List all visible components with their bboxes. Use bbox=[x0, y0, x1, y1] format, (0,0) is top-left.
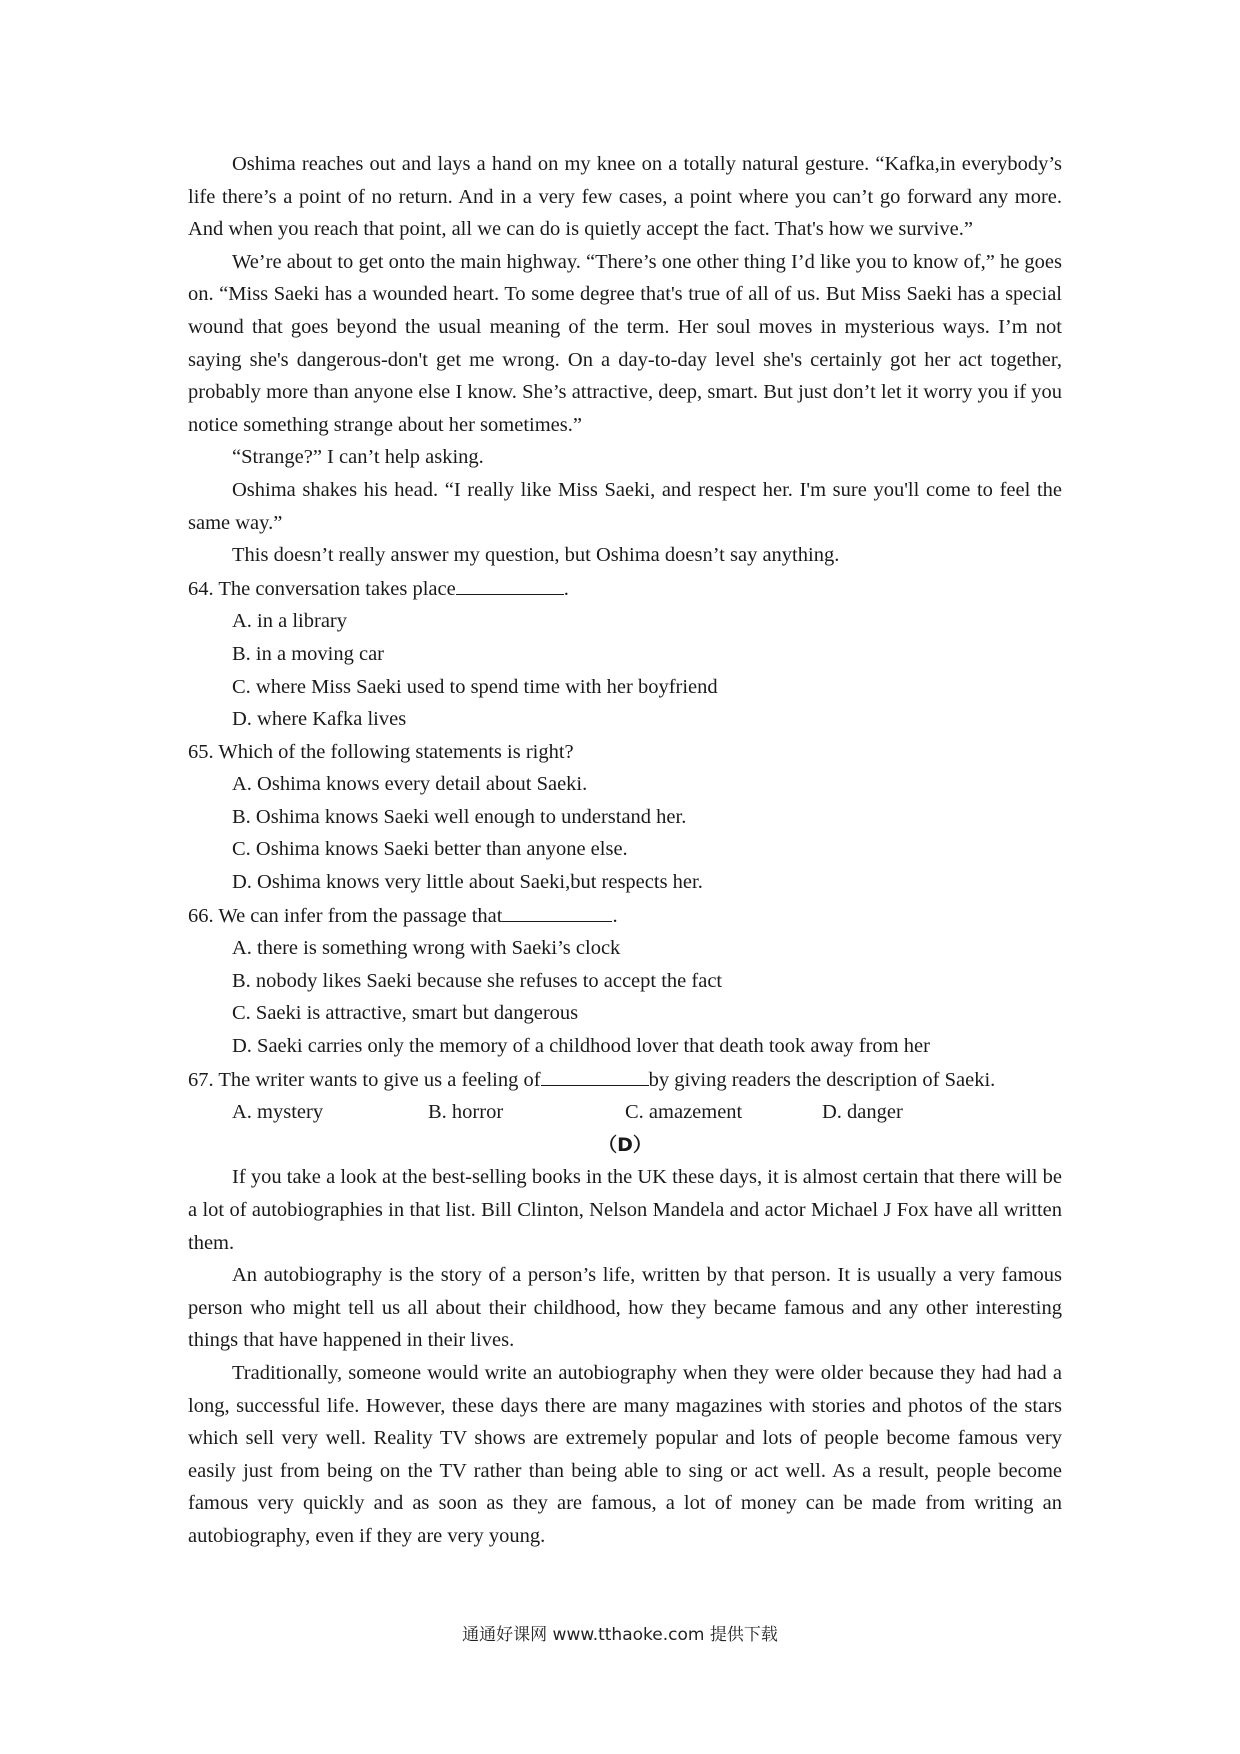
question-67-option-a: A. mystery bbox=[232, 1101, 324, 1124]
question-text-end: by giving readers the description of Saeki. bbox=[648, 1068, 996, 1091]
passage-paragraph: Traditionally, someone would write an autobiography when they were older because they had had a long, successful life. However, these days there are many magazines with stories and photos of the stars which sell very well. Reality TV shows are extremely popular and lots of people become famous very easily just from being on the TV rather than being able to sing or act well. As a result, people become famous very quickly and as soon as they are famous, a lot of money can be made from writing an autobiography, even if they are very young. bbox=[188, 1361, 1062, 1547]
answer-blank bbox=[502, 899, 612, 922]
question-66-option-c: C. Saeki is attractive, smart but dangerous bbox=[232, 1002, 579, 1025]
passage-paragraph: Oshima shakes his head. “I really like Miss Saeki, and respect her. I'm sure you'll come to feel the same way.” bbox=[188, 478, 1062, 534]
question-64-option-a: A. in a library bbox=[232, 610, 347, 633]
question-64-option-b: B. in a moving car bbox=[232, 642, 385, 665]
question-66-option-d: D. Saeki carries only the memory of a childhood lover that death took away from her bbox=[232, 1035, 930, 1058]
question-65-stem: 65. Which of the following statements is right? bbox=[188, 740, 574, 763]
question-text: 66. We can infer from the passage that bbox=[188, 904, 503, 927]
question-text-end: . bbox=[612, 904, 618, 927]
question-text: 64. The conversation takes place bbox=[188, 577, 456, 600]
question-67-options bbox=[188, 1096, 1062, 1129]
question-66-stem bbox=[188, 899, 1062, 933]
question-text-end: . bbox=[563, 577, 569, 600]
passage-paragraph: “Strange?” I can’t help asking. bbox=[232, 446, 484, 469]
question-65-option-d: D. Oshima knows very little about Saeki,but respects her. bbox=[232, 871, 703, 894]
question-67-option-b: B. horror bbox=[428, 1101, 504, 1124]
question-64-option-c: C. where Miss Saeki used to spend time with her boyfriend bbox=[232, 675, 718, 698]
section-d-title: （D） bbox=[598, 1133, 652, 1156]
question-66-option-b: B. nobody likes Saeki because she refuses to accept the fact bbox=[232, 969, 723, 992]
question-65-option-c: C. Oshima knows Saeki better than anyone else. bbox=[232, 838, 628, 861]
page-footer-watermark: 通通好课网 www.tthaoke.com 提供下载 bbox=[462, 1625, 778, 1645]
question-64-option-d: D. where Kafka lives bbox=[232, 708, 407, 731]
question-text: 67. The writer wants to give us a feeling of bbox=[188, 1068, 541, 1091]
question-65-option-a: A. Oshima knows every detail about Saeki. bbox=[232, 773, 588, 796]
question-65-option-b: B. Oshima knows Saeki well enough to understand her. bbox=[232, 805, 687, 828]
answer-blank bbox=[456, 572, 564, 595]
question-64-stem bbox=[188, 572, 1062, 606]
passage-paragraph: Oshima reaches out and lays a hand on my knee on a totally natural gesture. “Kafka,in everybody’s life there’s a point of no return. And in a very few cases, a point where you can’t go forward any more. And when you reach that point, all we can do is quietly accept the fact. That's how we survive.” bbox=[188, 153, 1062, 241]
question-67-option-c: C. amazement bbox=[625, 1101, 743, 1124]
question-67-option-d: D. danger bbox=[822, 1101, 903, 1124]
passage-paragraph: We’re about to get onto the main highway. “There’s one other thing I’d like you to know of,” he goes on. “Miss Saeki has a wounded heart. To some degree that's true of all of us. But Miss Saeki has a special wound that goes beyond the usual meaning of the term. Her soul moves in mysterious ways. I’m not saying she's dangerous-don't get me wrong. On a day-to-day level she's certainly got her act together, probably more than anyone else I know. She’s attractive, deep, smart. But just don’t let it worry you if you notice something strange about her sometimes.” bbox=[188, 250, 1062, 436]
document-page bbox=[188, 148, 1062, 1553]
answer-blank bbox=[541, 1063, 649, 1086]
passage-paragraph: This doesn’t really answer my question, but Oshima doesn’t say anything. bbox=[232, 544, 840, 567]
passage-paragraph: If you take a look at the best-selling books in the UK these days, it is almost certain that there will be a lot of autobiographies in that list. Bill Clinton, Nelson Mandela and actor Michael J Fox have all written them. bbox=[188, 1166, 1062, 1254]
question-66-option-a: A. there is something wrong with Saeki’s clock bbox=[232, 937, 621, 960]
passage-paragraph: An autobiography is the story of a person’s life, written by that person. It is usually a very famous person who might tell us all about their childhood, how they became famous and any other interesting things that have happened in their lives. bbox=[188, 1264, 1062, 1352]
question-67-stem bbox=[188, 1063, 1062, 1097]
